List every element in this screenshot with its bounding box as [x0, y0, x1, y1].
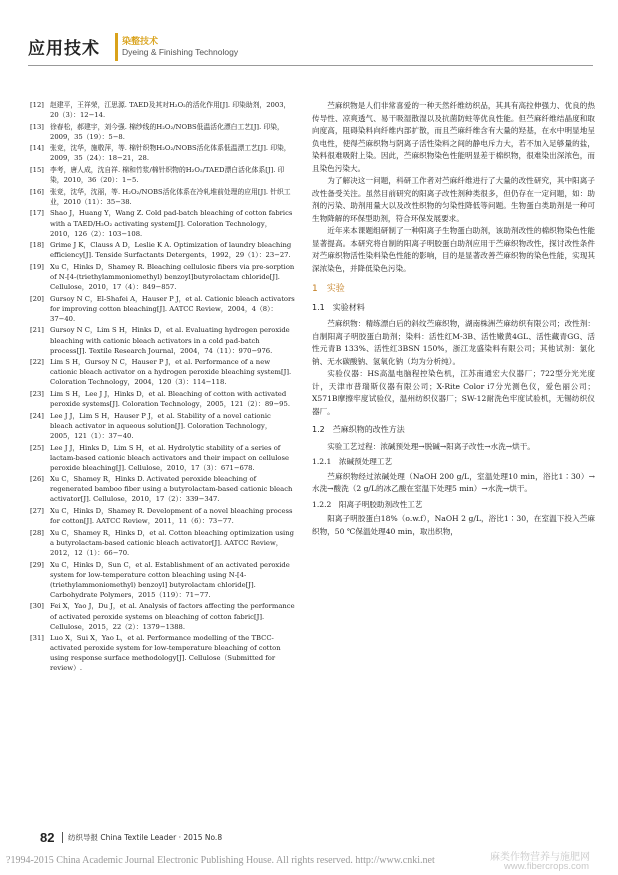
reference-number: [12] — [30, 101, 44, 109]
reference-number: [26] — [30, 475, 44, 484]
reference-text: Fei X，Yao J，Du J，et al. Analysis of factors affecting the performance of activated peroxide systems on bleaching of cotton fabric[J]. Cellulose，2015，22（2）：1379−1388. — [50, 602, 295, 631]
reference-item — [30, 560, 295, 600]
reference-item — [30, 528, 295, 558]
section-1-2-2-title: 1.2.2 阳离子明胶助剂改性工艺 — [312, 499, 423, 509]
reference-text: Lee J J，Lim S H，Hauser P J，et al. Stability of a novel cationic bleach activator in aqueous solution[J]. Coloration Technology，2005，121（1）：37−40. — [50, 411, 272, 440]
category-cn: 染整技术 — [122, 37, 159, 47]
reference-number: [18] — [30, 241, 44, 250]
reference-number: [22] — [30, 358, 44, 367]
reference-text: 张竞，沈华，施敬萍，等. 棉针织物H₂O₂/NOBS活化体系低温漂工艺[J]. 印染，2009，35（24）：18−21，28. — [50, 144, 291, 163]
reference-number: [24] — [30, 411, 44, 420]
instruments-paragraph: 实验仪器：HS高温电脑程控染色机，江苏南通宏大仪器厂；722型分光光度计，天津市普瑞斯仪器有限公司；X-Rite Color i7分光测色仪，爱色丽公司；X571B摩擦牢度试验仪，温州纺织仪器厂；SW-12耐洗色牢度试验机，无锡纺织仪器厂。 — [312, 369, 595, 416]
footer-separator — [62, 832, 63, 843]
alkali-paragraph: 苎麻织物经过浓碱处理（NaOH 200 g/L，室温处理10 min，浴比1∶30）→水洗→酸洗（2 g/L的冰乙酸在室温下处理5 min）→水洗→烘干。 — [312, 471, 595, 493]
intro-paragraph-1: 苎麻织物是人们非常喜爱的一种天然纤维纺织品，其具有高拉伸强力、优良的热传导性、凉爽透气、易干吸湿散湿以及抗菌防蛀等优良性能。但苎麻纤维结晶度和取向度高，阻碍染料向纤维内部扩散，而且苎麻纤维含有大量的羟基，在水中明显地呈负电性，使得苎麻织物与阴离子活性染料之间的静电斥力大，若不加入足够量的盐，染料很难吸附上染。因此，苎麻织物染色性能明显差于棉织物，很难染出深浓色，而且染色污染大。 — [312, 101, 595, 173]
reference-text: Gursoy N C，Lim S H，Hinks D，et al. Evaluating hydrogen peroxide bleaching with cationic bleach activators in a cold pad-batch process[J]. Textile Research Journal，2004，74（11）：970−976. — [50, 326, 290, 355]
reference-item — [30, 208, 295, 238]
reference-number: [14] — [30, 144, 44, 153]
section-title: 应用技术 — [28, 39, 100, 59]
header-rule — [28, 65, 593, 66]
reference-number: [29] — [30, 560, 44, 569]
body-column — [312, 100, 595, 538]
header-accent-bar — [115, 33, 118, 61]
reference-item — [30, 474, 295, 504]
reference-item — [30, 262, 295, 292]
reference-list — [30, 100, 295, 675]
section-1-title: 1 实验 — [312, 284, 345, 294]
reference-text: 徐春松，郝建宇，刘今强. 棉纱线的H₂O₂/NOBS低温活化漂白工艺[J]. 印染，2009，35（19）：5−8. — [50, 122, 284, 141]
page-footer — [0, 822, 618, 875]
reference-item — [30, 240, 295, 260]
reference-number: [25] — [30, 443, 44, 452]
reference-item — [30, 122, 295, 142]
cation-paragraph: 阳离子明胶蛋白18%（o.w.f），NaOH 2 g/L，浴比1∶30，在室温下投入苎麻织物，50 ℃保温处理40 min，取出织物， — [312, 514, 595, 536]
reference-item — [30, 443, 295, 473]
reference-number: [30] — [30, 602, 44, 611]
reference-number: [15] — [30, 166, 44, 175]
reference-item — [30, 389, 295, 409]
reference-text: Lee J J，Hinks D，Lim S H，et al. Hydrolytic stability of a series of lactam-based cationic bleach activators and their impact on cellulose peroxide bleaching[J]. Cellulose，2010，17（3）：671−678. — [50, 443, 290, 472]
reference-text: Shao J，Huang Y，Wang Z. Cold pad-batch bleaching of cotton fabrics with a TAED/H₂O₂ activating system[J]. Coloration Technology，2010，126（2）：103−108. — [50, 209, 293, 238]
reference-text: Xu C，Shamey R，Hinks D. Activated peroxide bleaching of regenerated bamboo fiber using a butyrolactam-based cationic bleach activator[J]. Cellulose，2010，17（2）：339−347. — [50, 475, 293, 504]
reference-number: [16] — [30, 187, 44, 196]
reference-item — [30, 143, 295, 163]
reference-item — [30, 633, 295, 673]
reference-item — [30, 187, 295, 207]
watermark-url: www.fibercrops.com — [504, 861, 589, 872]
reference-text: 张竞，沈华，沈丽，等. H₂O₂/NOBS活化体系在冷轧堆前处理的应用[J]. 针织工业，2010（11）：35−38. — [50, 187, 291, 206]
reference-text: Lim S H，Lee J J，Hinks D，et al. Bleaching of cotton with activated peroxide systems[J]. Coloration Technology，2005，121（2）：89−95. — [50, 390, 290, 409]
section-1-1-title: 1.1 实验材料 — [312, 302, 365, 312]
reference-number: [31] — [30, 634, 44, 643]
section-1-2-1-title: 1.2.1 浓碱预处理工艺 — [312, 457, 393, 466]
reference-text: 赵建平，王祥荣，江思源. TAED及其对H₂O₂的活化作用[J]. 印染助剂，2003，20（3）：12−14. — [50, 101, 291, 120]
reference-item — [30, 294, 295, 324]
reference-text: 李考，唐人成，沈自祥. 棉和竹浆/棉针织物的H₂O₂/TAED漂白活化体系[J]. 印染，2010，36（20）：1−5. — [50, 166, 285, 185]
process-paragraph: 实验工艺过程：浓碱预处理→脱碱→阳离子改性→水洗→烘干。 — [327, 441, 535, 451]
intro-paragraph-3: 近年来本课题组研制了一种阳离子生物蛋白助剂，该助剂改性的棉织物染色性能显著提高。本研究将自制的阳离子明胶蛋白助剂应用于苎麻织物改性，探讨改性条件对苎麻织物活性染料染色性能的影响，目的是显著改善苎麻织物的染色性能，实现其深浓染色，并降低染色污染。 — [312, 226, 595, 273]
reference-item — [30, 506, 295, 526]
reference-number: [13] — [30, 122, 44, 131]
reference-text: Xu C，Shamey R，Hinks D，et al. Cotton bleaching optimization using a butyrolactam-based cationic bleach activator[J]. AATCC Review，2012，12（1）：66−70. — [50, 528, 294, 557]
reference-item — [30, 411, 295, 441]
page-header — [0, 0, 618, 82]
reference-item — [30, 165, 295, 185]
reference-text: Luo X，Sui X，Yao L，et al. Performance modelling of the TBCC-activated peroxide system for low-temperature bleaching of cotton using response surface methodology[J]. Cellulose（Submitted for review）. — [50, 634, 281, 673]
materials-paragraph: 苎麻织物：精练漂白后的斜纹苎麻织物，湖南株洲苎麻纺织有限公司；改性剂：自制阳离子明胶蛋白助剂；染料：活性红M-3B、活性嫩黄4GL、活性藏青GG、活性元青B 133%、活性红3BSN 150%，浙江龙盛染料有限公司；其他试剂：氯化钠、无水碳酸钠、氢氧化钠（均为分析纯）。 — [312, 319, 595, 366]
reference-number: [23] — [30, 390, 44, 399]
reference-number: [28] — [30, 528, 44, 537]
reference-text: Lim S H，Gursoy N C，Hauser P J，et al. Performance of a new cationic bleach activator on a hydrogen peroxide bleaching system[J]. Coloration Technology，2004，120（3）：114−118. — [50, 358, 292, 387]
reference-number: [20] — [30, 294, 44, 303]
reference-text: Xu C，Hinks D，Shamey R. Bleaching cellulosic fibers via pre-sorption of N-[4-(triethylammoniomethyl) benzoyl]butyrolactam chloride[J]. Cellulose，2010，17（4）：849−857. — [50, 262, 295, 292]
reference-text: Grime J K，Clauss A D，Leslie K A. Optimization of laundry bleaching efficiency[J]. Tenside Surfactants Detergents，1992，29（1）：23−27. — [50, 241, 292, 260]
intro-paragraph-2: 为了解决这一问题，科研工作者对苎麻纤维进行了大量的改性研究，其中阳离子改性备受关注。虽然目前研究的阳离子改性剂种类很多，但仍存在一定问题，如：助剂的污染、助剂用量大以及改性织物的匀染性降低等问题。生物蛋白类助剂是一种可生物降解的环保型助剂，符合环保发展要求。 — [312, 176, 595, 223]
category-en: Dyeing & Finishing Technology — [122, 47, 239, 57]
reference-item — [30, 357, 295, 387]
copyright-line: ?1994-2015 China Academic Journal Electronic Publishing House. All rights reserved. http://www.cnki.net — [6, 855, 435, 866]
watermark-text: 麻类作物营养与施肥网 — [490, 852, 590, 863]
reference-item — [30, 100, 295, 120]
journal-name: 纺织导报 China Textile Leader · 2015 No.8 — [68, 833, 223, 842]
reference-item — [30, 325, 295, 355]
reference-text: Xu C，Hinks D，Shamey R. Development of a novel bleaching process for cotton[J]. AATCC Review，2011，11（6）：73−77. — [50, 507, 293, 526]
reference-item — [30, 601, 295, 631]
reference-number: [17] — [30, 209, 44, 218]
reference-number: [21] — [30, 326, 44, 335]
reference-text: Gursoy N C，El-Shafei A，Hauser P J，et al. Cationic bleach activators for improving cotton bleaching[J]. AATCC Review，2004，4（8）：37−40. — [50, 294, 295, 323]
reference-number: [27] — [30, 507, 44, 516]
reference-number: [19] — [30, 262, 44, 271]
reference-text: Xu C，Hinks D，Sun C，et al. Establishment of an activated peroxide system for low-temperature cotton bleaching using N-[4-(triethylammoniomethyl) benzoyl] butyrolactam chloride[J]. Carbohydrate Polymers，2015（119）：71−77. — [50, 560, 290, 599]
section-1-2-title: 1.2 苎麻织物的改性方法 — [312, 425, 405, 434]
page-number: 82 — [40, 830, 55, 845]
